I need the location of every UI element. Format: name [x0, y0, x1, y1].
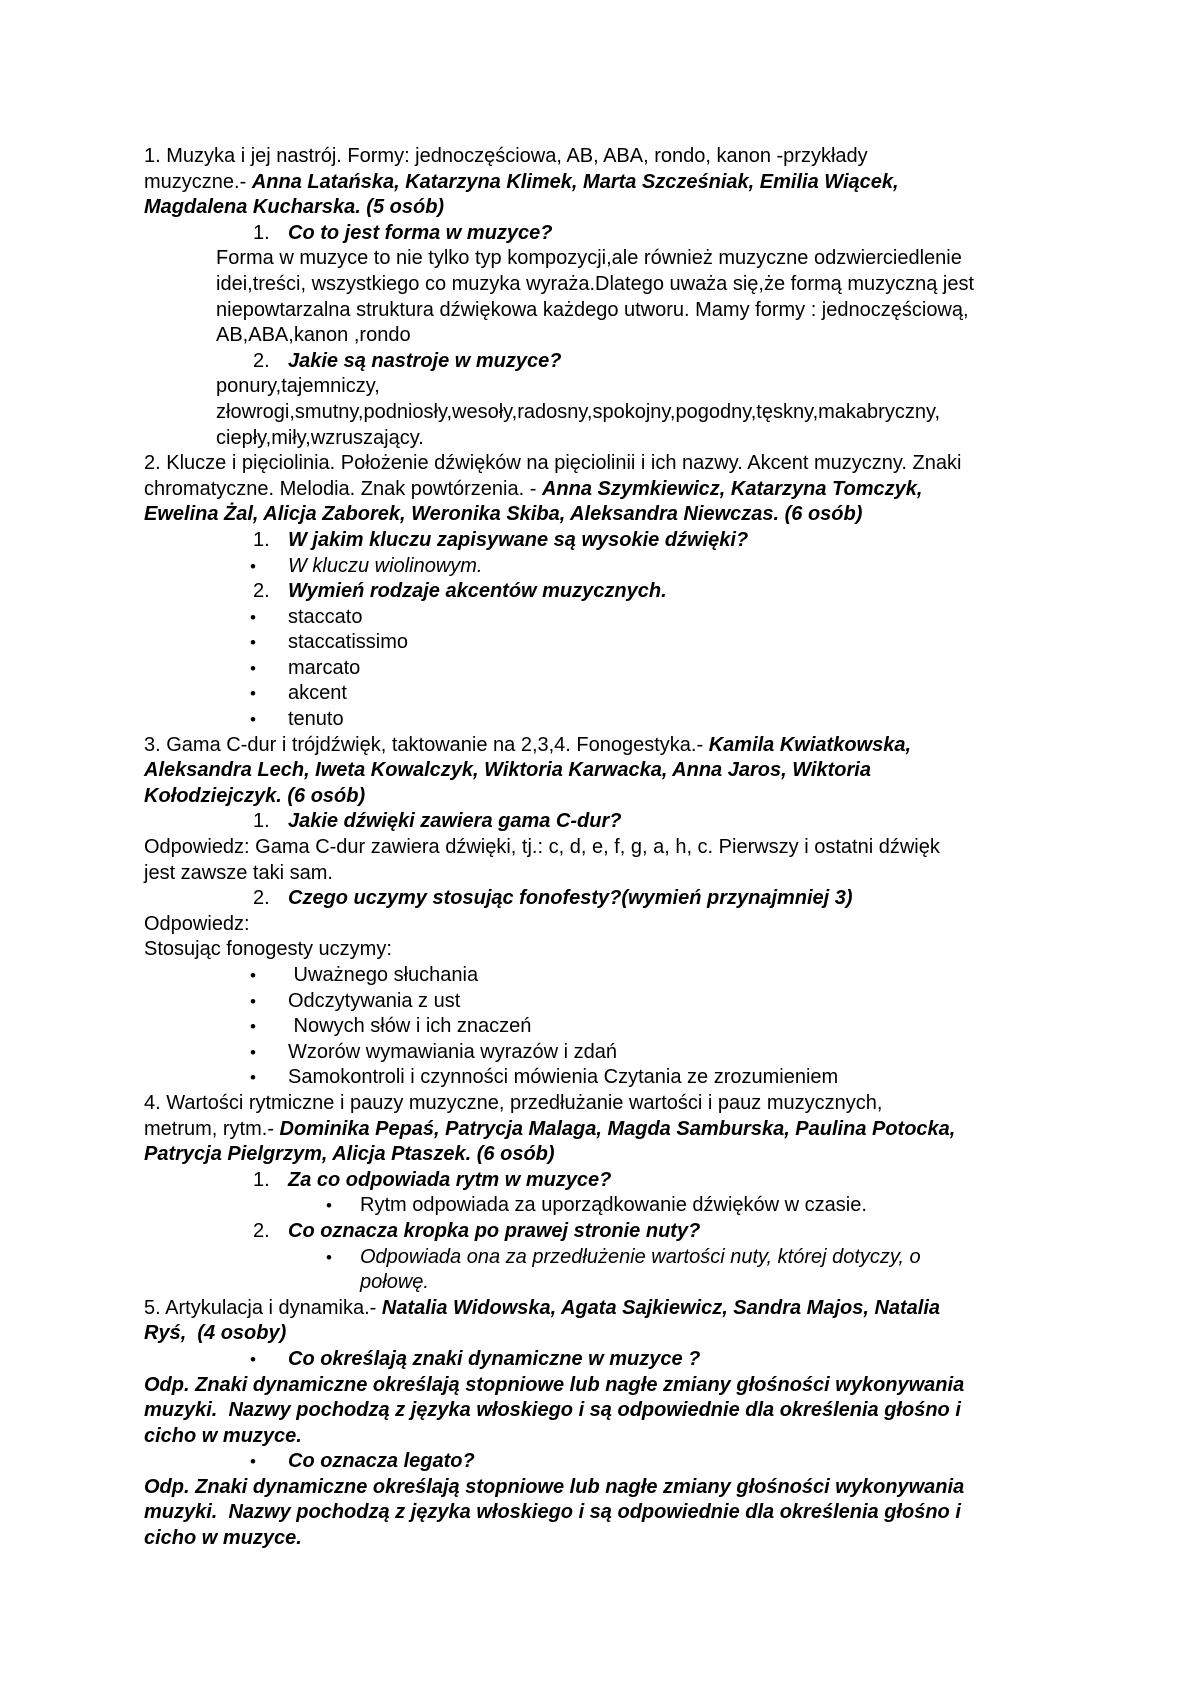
section-4-authors-line2: Patrycja Pielgrzym, Alicja Ptaszek. (6 osób) — [144, 1143, 555, 1166]
section-2-question-1: 1. W jakim kluczu zapisywane są wysokie dźwięki? — [253, 528, 749, 551]
section-1-answer-2-line-2: złowrogi,smutny,podniosły,wesoły,radosny,spokojny,pogodny,tęskny,makabryczny, — [216, 400, 941, 423]
section-4-question-1: 1. Za co odpowiada rytm w muzyce? — [253, 1168, 612, 1191]
section-5-authors-line2: Ryś, (4 osoby) — [144, 1322, 287, 1345]
bullet-icon: • — [250, 966, 256, 985]
section-2-question-2: 2. Wymień rodzaje akcentów muzycznych. — [253, 580, 667, 603]
bullet-icon: • — [250, 607, 256, 627]
section-4-authors: Dominika Pepaś, Patrycja Malaga, Magda Samburska, Paulina Potocka, — [279, 1117, 956, 1140]
section-2-authors: Anna Szymkiewicz, Katarzyna Tomczyk, — [541, 477, 923, 500]
section-5-heading: 5. Artykulacja i dynamika.- Natalia Widowska, Agata Sajkiewicz, Sandra Majos, Natalia — [144, 1296, 941, 1319]
section-5-answer-2-line-2: muzyki. Nazwy pochodzą z języka włoskiego i są odpowiednie dla określenia głośno i — [144, 1501, 961, 1524]
section-5-question-2: • Co oznacza legato? — [144, 1449, 1084, 1475]
section-3-answer-1-line-1: Odpowiedz: Gama C-dur zawiera dźwięki, tj.: c, d, e, f, g, a, h, c. Pierwszy i ostatni dźwięk — [144, 836, 940, 859]
section-3-answer-2-line-1: Odpowiedz: — [144, 912, 250, 935]
section-2-authors-line2: Ewelina Żal, Alicja Zaborek, Weronika Skiba, Aleksandra Niewczas. (6 osób) — [144, 503, 863, 526]
bullet-icon: • — [250, 1068, 256, 1088]
section-3-answer-2-line-2: Stosując fonogesty uczymy: — [144, 938, 392, 961]
section-4-answer-2: • Odpowiada ona za przedłużenie wartości nuty, której dotyczy, o — [144, 1245, 1084, 1271]
section-5-question-1: • Co określają znaki dynamiczne w muzyce ? — [144, 1347, 1084, 1373]
section-4-heading-line2: metrum, rytm.- Dominika Pepaś, Patrycja Malaga, Magda Samburska, Paulina Potocka, — [144, 1117, 956, 1140]
list-item: • Wzorów wymawiania wyrazów i zdań — [144, 1040, 1084, 1066]
section-4-question-2: 2. Co oznacza kropka po prawej stronie nuty? — [253, 1219, 701, 1242]
section-3-question-2: 2. Czego uczymy stosując fonofesty?(wymień przynajmniej 3) — [253, 887, 853, 910]
list-item: • staccatissimo — [144, 630, 1084, 656]
section-4-answer-2-line-2: połowę. — [360, 1271, 429, 1294]
bullet-icon: • — [250, 1042, 256, 1062]
bullet-icon: • — [326, 1247, 332, 1267]
list-item: • marcato — [144, 656, 1084, 682]
section-1-heading: 1. Muzyka i jej nastrój. Formy: jednoczęściowa, AB, ABA, rondo, kanon -przykłady — [144, 145, 868, 167]
section-1-authors-line2: Magdalena Kucharska. (5 osób) — [144, 196, 445, 219]
section-1-question-1: 1. Co to jest forma w muzyce? — [253, 221, 553, 244]
bullet-icon: • — [250, 633, 256, 653]
list-item: • staccato — [144, 605, 1084, 631]
section-3-authors: Kamila Kwiatkowska, — [708, 733, 912, 756]
bullet-icon: • — [250, 710, 256, 730]
section-5-answer-1-line-3: cicho w muzyce. — [144, 1424, 302, 1447]
list-item: • Samokontroli i czynności mówienia Czytania ze zrozumieniem — [144, 1065, 1084, 1091]
section-5-answer-2-line-1: Odp. Znaki dynamiczne określają stopniowe lub nagłe zmiany głośności wykonywania — [144, 1475, 965, 1498]
bullet-icon: • — [250, 1452, 256, 1472]
bullet-icon: • — [250, 1017, 256, 1037]
section-1-answer-1-line-1: Forma w muzyce to nie tylko typ kompozycji,ale również muzyczne odzwierciedlenie — [216, 247, 962, 270]
bullet-icon: • — [326, 1196, 332, 1216]
bullet-icon: • — [250, 684, 256, 704]
section-5-answer-1-line-1: Odp. Znaki dynamiczne określają stopniowe lub nagłe zmiany głośności wykonywania — [144, 1373, 965, 1396]
list-item: • tenuto — [144, 707, 1084, 733]
section-1-question-2: 2. Jakie są nastroje w muzyce? — [253, 349, 562, 372]
section-1-answer-1-line-4: AB,ABA,kanon ,rondo — [216, 324, 411, 347]
section-5-authors: Natalia Widowska, Agata Sajkiewicz, Sandra Majos, Natalia — [381, 1296, 941, 1319]
section-3-answer-1-line-2: jest zawsze taki sam. — [144, 861, 333, 884]
section-1-answer-1-line-3: niepowtarzalna struktura dźwiękowa każdego utworu. Mamy formy : jednoczęściową, — [216, 298, 969, 321]
section-3-authors-line2: Aleksandra Lech, Iweta Kowalczyk, Wiktoria Karwacka, Anna Jaros, Wiktoria — [144, 759, 871, 782]
list-item: • Odczytywania z ust — [144, 989, 1084, 1015]
section-1-answer-2-line-3: ciepły,miły,wzruszający. — [216, 426, 424, 449]
section-1-authors: Anna Latańska, Katarzyna Klimek, Marta Szcześniak, Emilia Wiącek, — [251, 170, 899, 193]
list-item: • Uważnego słuchania — [144, 963, 1084, 989]
section-3-authors-line3: Kołodziejczyk. (6 osób) — [144, 784, 366, 807]
bullet-icon: • — [250, 991, 256, 1011]
list-item: • akcent — [144, 681, 1084, 707]
section-4-heading: 4. Wartości rytmiczne i pauzy muzyczne, przedłużanie wartości i pauz muzycznych, — [144, 1091, 883, 1114]
section-1-answer-1-line-2: idei,treści, wszystkiego co muzyka wyraża.Dlatego uważa się,że formą muzyczną jest — [216, 272, 975, 295]
list-item: • Nowych słów i ich znaczeń — [144, 1014, 1084, 1040]
section-2-heading-line2: chromatyczne. Melodia. Znak powtórzenia. - Anna Szymkiewicz, Katarzyna Tomczyk, — [144, 477, 923, 500]
section-1-answer-2-line-1: ponury,tajemniczy, — [216, 375, 380, 398]
bullet-icon: • — [250, 658, 256, 678]
section-5-answer-1-line-2: muzyki. Nazwy pochodzą z języka włoskiego i są odpowiednie dla określenia głośno i — [144, 1399, 961, 1422]
section-3-question-1: 1. Jakie dźwięki zawiera gama C-dur? — [253, 810, 622, 833]
section-4-answer-1: • Rytm odpowiada za uporządkowanie dźwięków w czasie. — [144, 1193, 1084, 1219]
section-5-answer-2-line-3: cicho w muzyce. — [144, 1527, 302, 1550]
section-2-answer-1: • W kluczu wiolinowym. — [144, 554, 1084, 580]
document-page — [144, 144, 1084, 1552]
bullet-icon: • — [250, 1349, 256, 1369]
section-3-heading: 3. Gama C-dur i trójdźwięk, taktowanie na 2,3,4. Fonogestyka.- Kamila Kwiatkowska, — [144, 733, 912, 756]
section-1-heading-line2: muzyczne.- Anna Latańska, Katarzyna Klimek, Marta Szcześniak, Emilia Wiącek, — [144, 170, 899, 193]
bullet-icon: • — [250, 556, 256, 576]
section-2-heading: 2. Klucze i pięciolinia. Położenie dźwięków na pięciolinii i ich nazwy. Akcent muzyczny. Znaki — [144, 452, 962, 475]
